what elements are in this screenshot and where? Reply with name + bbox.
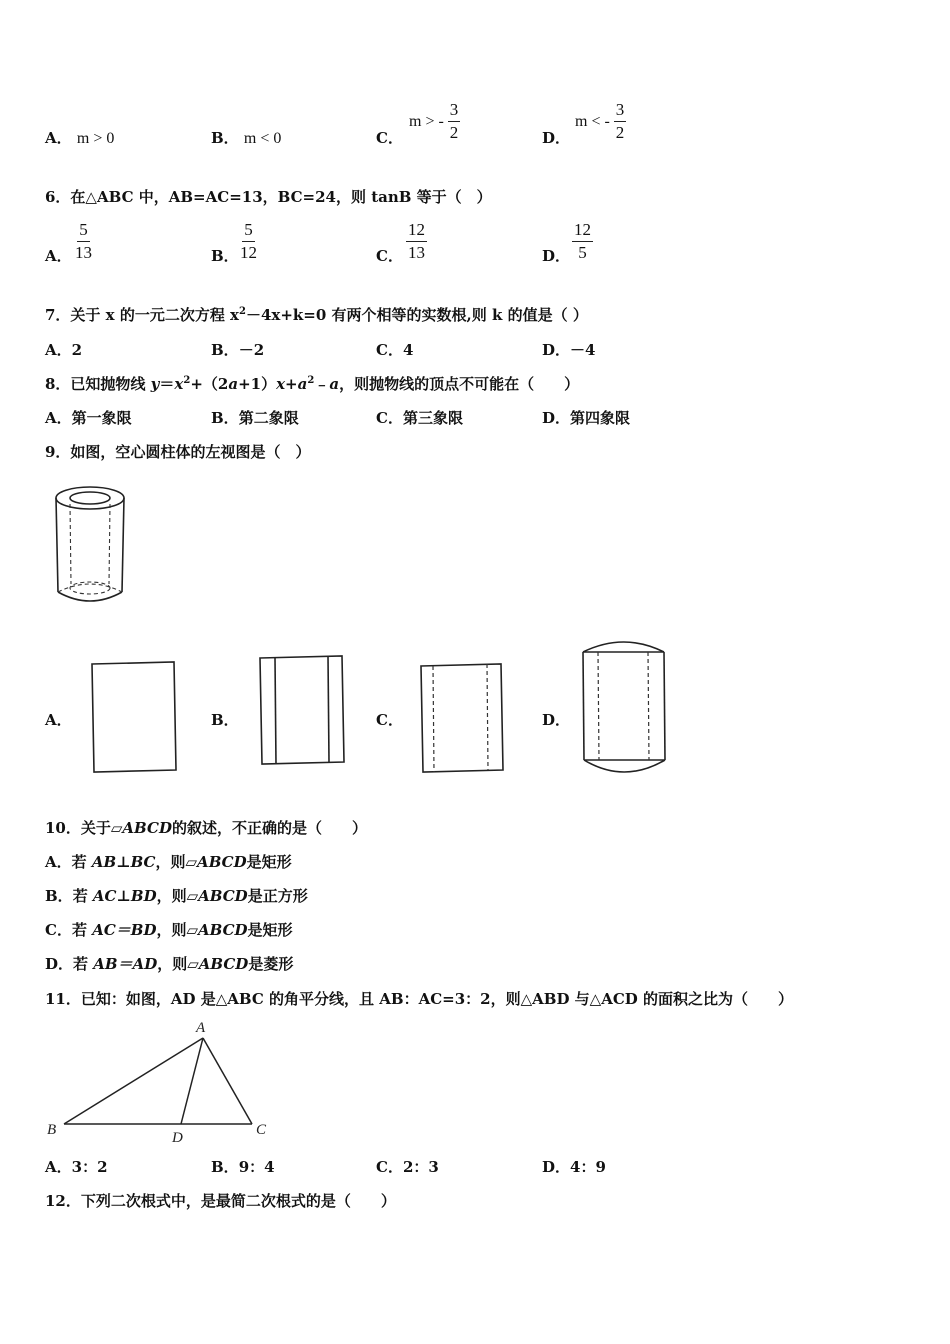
q11-option-d[interactable]: D．4：9 xyxy=(542,1158,606,1176)
q7-stem: 7．关于 x 的一元二次方程 $x^2-4x+k=0$ 有两个相等的实数根,则 k 的值是（ ） xyxy=(45,306,588,324)
q5-option-b[interactable]: B． m < 0 xyxy=(211,129,282,147)
q8-option-b[interactable]: B．第二象限 xyxy=(211,409,299,427)
q6-b-fraction: $\frac{5}{12}$ xyxy=(240,220,257,262)
q5-d-fraction: $\frac{3}{2}$ xyxy=(615,100,625,142)
q6-option-c[interactable]: C． xyxy=(376,247,403,265)
q6-option-b[interactable]: B． xyxy=(211,247,239,265)
q10-option-d[interactable]: D．若 AB＝AD，则▱ABCD是菱形 xyxy=(45,955,294,973)
q9-option-c-figure[interactable] xyxy=(419,662,509,776)
q8-option-d[interactable]: D．第四象限 xyxy=(542,409,631,427)
q7-option-c[interactable]: C．4 xyxy=(376,341,414,359)
q9-stem: 9．如图，空心圆柱体的左视图是（ ） xyxy=(45,443,311,461)
label-a: A xyxy=(196,1020,206,1036)
q7-option-a[interactable]: A．2 xyxy=(45,341,83,359)
q9-option-d[interactable]: D． xyxy=(542,711,571,729)
q6-a-fraction: $\frac{5}{13}$ xyxy=(75,220,92,262)
q11-option-a[interactable]: A．3：2 xyxy=(45,1158,108,1176)
q10-stem: 10．关于▱ABCD的叙述，不正确的是（ ） xyxy=(45,819,367,837)
q5-option-a[interactable]: A． m > 0 xyxy=(45,129,115,147)
q5-option-c-math: m > - $\frac{3}{2}$ xyxy=(409,100,459,142)
q6-option-a[interactable]: A． xyxy=(45,247,72,265)
q12-stem: 12．下列二次根式中，是最简二次根式的是（ ） xyxy=(45,1192,396,1210)
q9-option-c[interactable]: C． xyxy=(376,711,403,729)
hollow-cylinder-figure xyxy=(52,484,132,606)
q5-option-d-math: m < - $\frac{3}{2}$ xyxy=(575,100,625,142)
q9-option-b-figure[interactable] xyxy=(258,654,348,766)
q11-option-b[interactable]: B．9：4 xyxy=(211,1158,275,1176)
q9-option-a-figure[interactable] xyxy=(90,660,180,774)
label-d: D xyxy=(172,1130,183,1146)
q7-option-d[interactable]: D．－4 xyxy=(542,341,596,359)
q5-c-fraction: $\frac{3}{2}$ xyxy=(449,100,459,142)
q11-stem: 11．已知：如图，AD 是△ABC 的角平分线，且 AB：AC=3：2，则△ABD 与△ACD 的面积之比为（ ） xyxy=(45,990,794,1008)
q7-option-b[interactable]: B．－2 xyxy=(211,341,265,359)
q8-option-a[interactable]: A．第一象限 xyxy=(45,409,132,427)
q9-option-d-figure[interactable] xyxy=(580,638,670,780)
q8-stem: 8．已知抛物线 $y=x^2+(2a+1)x+a^2﹣a$，则抛物线的顶点不可能在（ ） xyxy=(45,375,580,393)
label-b: B xyxy=(47,1122,57,1138)
label-c: C xyxy=(256,1122,267,1138)
q9-option-b[interactable]: B． xyxy=(211,711,239,729)
q5-option-c[interactable]: C． xyxy=(376,129,403,147)
q6-stem: 6．在△ABC 中，AB=AC=13，BC=24，则 tanB 等于（ ） xyxy=(45,188,492,206)
q6-c-fraction: $\frac{12}{13}$ xyxy=(408,220,425,262)
q10-option-a[interactable]: A．若 AB⊥BC，则▱ABCD是矩形 xyxy=(45,853,292,871)
q8-option-c[interactable]: C．第三象限 xyxy=(376,409,463,427)
q6-d-fraction: $\frac{12}{5}$ xyxy=(574,220,591,262)
q9-option-a[interactable]: A． xyxy=(45,711,72,729)
q6-option-d[interactable]: D． xyxy=(542,247,571,265)
q5-option-d[interactable]: D． xyxy=(542,129,571,147)
q10-option-c[interactable]: C．若 AC＝BD，则▱ABCD是矩形 xyxy=(45,921,293,939)
triangle-abc-figure xyxy=(44,1018,274,1148)
q11-option-c[interactable]: C．2：3 xyxy=(376,1158,439,1176)
q10-option-b[interactable]: B．若 AC⊥BD，则▱ABCD是正方形 xyxy=(45,887,308,905)
